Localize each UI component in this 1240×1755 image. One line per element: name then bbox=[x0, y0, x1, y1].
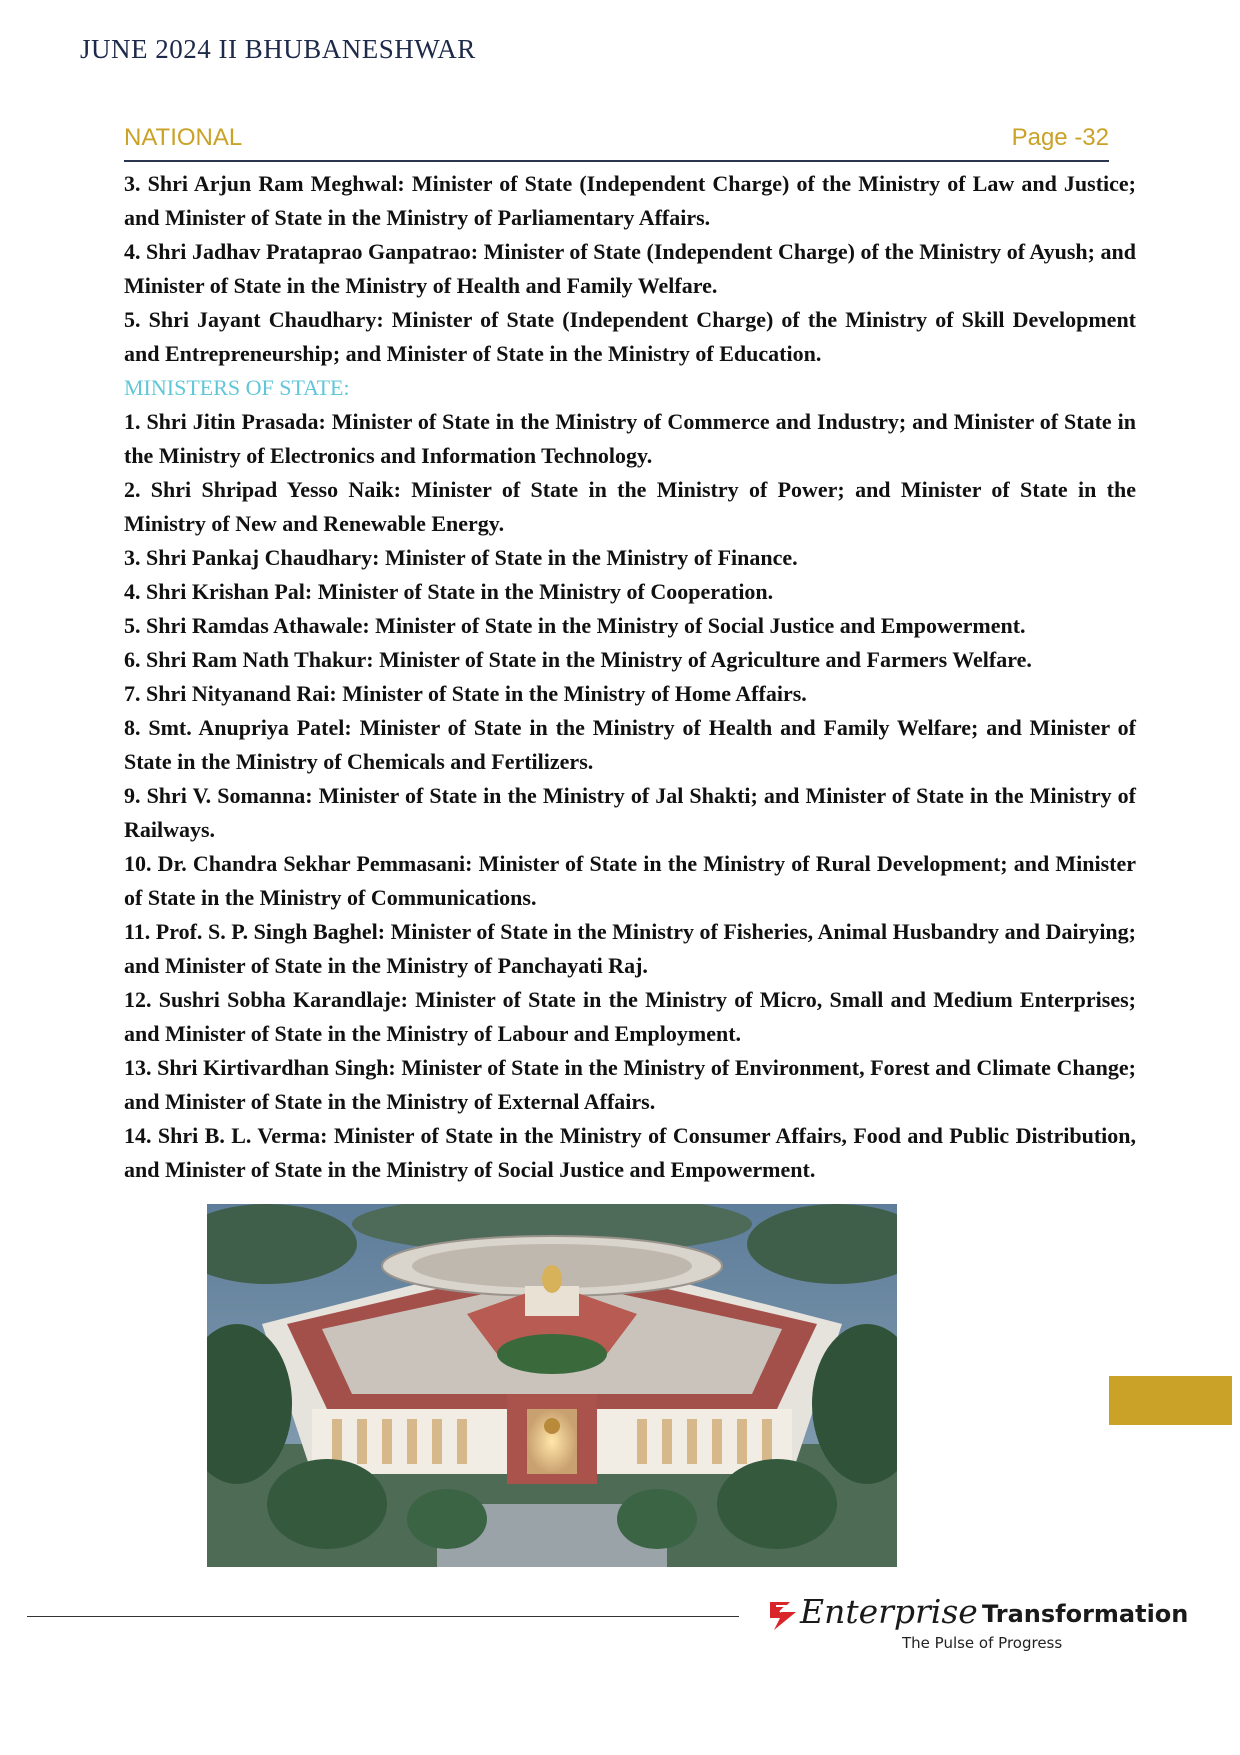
list-item: 8. Smt. Anupriya Patel: Minister of State in the Ministry of Health and Family Welfare; and Minister of State in the Ministry of Chemicals and Fertilizers. bbox=[124, 715, 1136, 774]
list-item: 5. Shri Jayant Chaudhary: Minister of State (Independent Charge) of the Ministry of Skill Development and Entrepreneurship; and Minister of State in the Ministry of Education. bbox=[124, 307, 1136, 366]
list-item: 4. Shri Krishan Pal: Minister of State in the Ministry of Cooperation. bbox=[124, 579, 774, 604]
article-body bbox=[124, 167, 1136, 1187]
section-header bbox=[124, 120, 1109, 162]
page-number: Page -32 bbox=[1011, 124, 1109, 151]
brand-name: Enterprise bbox=[800, 1592, 978, 1631]
section-label: NATIONAL bbox=[124, 124, 243, 151]
list-item: 6. Shri Ram Nath Thakur: Minister of State in the Ministry of Agriculture and Farmers Welfare. bbox=[124, 647, 1032, 672]
list-item: 5. Shri Ramdas Athawale: Minister of State in the Ministry of Social Justice and Empowerment. bbox=[124, 613, 1026, 638]
list-item: 9. Shri V. Somanna: Minister of State in the Ministry of Jal Shakti; and Minister of State in the Ministry of Railways. bbox=[124, 783, 1136, 842]
list-item: 10. Dr. Chandra Sekhar Pemmasani: Minister of State in the Ministry of Rural Development; and Minister of State in the Ministry of Communications. bbox=[124, 851, 1136, 910]
gold-side-tab bbox=[1109, 1376, 1232, 1425]
ministers-of-state-heading: MINISTERS OF STATE: bbox=[124, 375, 350, 400]
list-item: 12. Sushri Sobha Karandlaje: Minister of State in the Ministry of Micro, Small and Medium Enterprises; and Minister of State in the Ministry of Labour and Employment. bbox=[124, 987, 1136, 1046]
footer-divider bbox=[27, 1616, 739, 1617]
brand-name-bold: Transformation bbox=[982, 1600, 1189, 1628]
list-item: 3. Shri Pankaj Chaudhary: Minister of State in the Ministry of Finance. bbox=[124, 545, 798, 570]
list-item: 14. Shri B. L. Verma: Minister of State in the Ministry of Consumer Affairs, Food and Public Distribution, and Minister of State in the Ministry of Social Justice and Empowerment. bbox=[124, 1123, 1136, 1182]
list-item: 3. Shri Arjun Ram Meghwal: Minister of State (Independent Charge) of the Ministry of Law and Justice; and Minister of State in the Ministry of Parliamentary Affairs. bbox=[124, 171, 1136, 230]
list-item: 4. Shri Jadhav Prataprao Ganpatrao: Minister of State (Independent Charge) of the Ministry of Ayush; and Minister of State in the Ministry of Health and Family Welfare. bbox=[124, 239, 1136, 298]
list-item: 11. Prof. S. P. Singh Baghel: Minister of State in the Ministry of Fisheries, Animal Husbandry and Dairying; and Minister of State in the Ministry of Panchayati Raj. bbox=[124, 919, 1136, 978]
list-item: 7. Shri Nityanand Rai: Minister of State in the Ministry of Home Affairs. bbox=[124, 681, 807, 706]
masthead: JUNE 2024 II BHUBANESHWAR bbox=[80, 34, 476, 64]
list-item: 2. Shri Shripad Yesso Naik: Minister of State in the Ministry of Power; and Minister of State in the Ministry of New and Renewable Energy. bbox=[124, 477, 1136, 536]
parliament-building-photo bbox=[207, 1204, 897, 1567]
list-item: 13. Shri Kirtivardhan Singh: Minister of State in the Ministry of Environment, Forest and Climate Change; and Minister of State in the Ministry of External Affairs. bbox=[124, 1055, 1136, 1114]
brand-logo bbox=[768, 1592, 1208, 1656]
list-item: 1. Shri Jitin Prasada: Minister of State in the Ministry of Commerce and Industry; and Minister of State in the Ministry of Electronics and Information Technology. bbox=[124, 409, 1136, 468]
brand-tagline: The Pulse of Progress bbox=[902, 1634, 1063, 1652]
brand-mark-icon bbox=[768, 1600, 798, 1632]
